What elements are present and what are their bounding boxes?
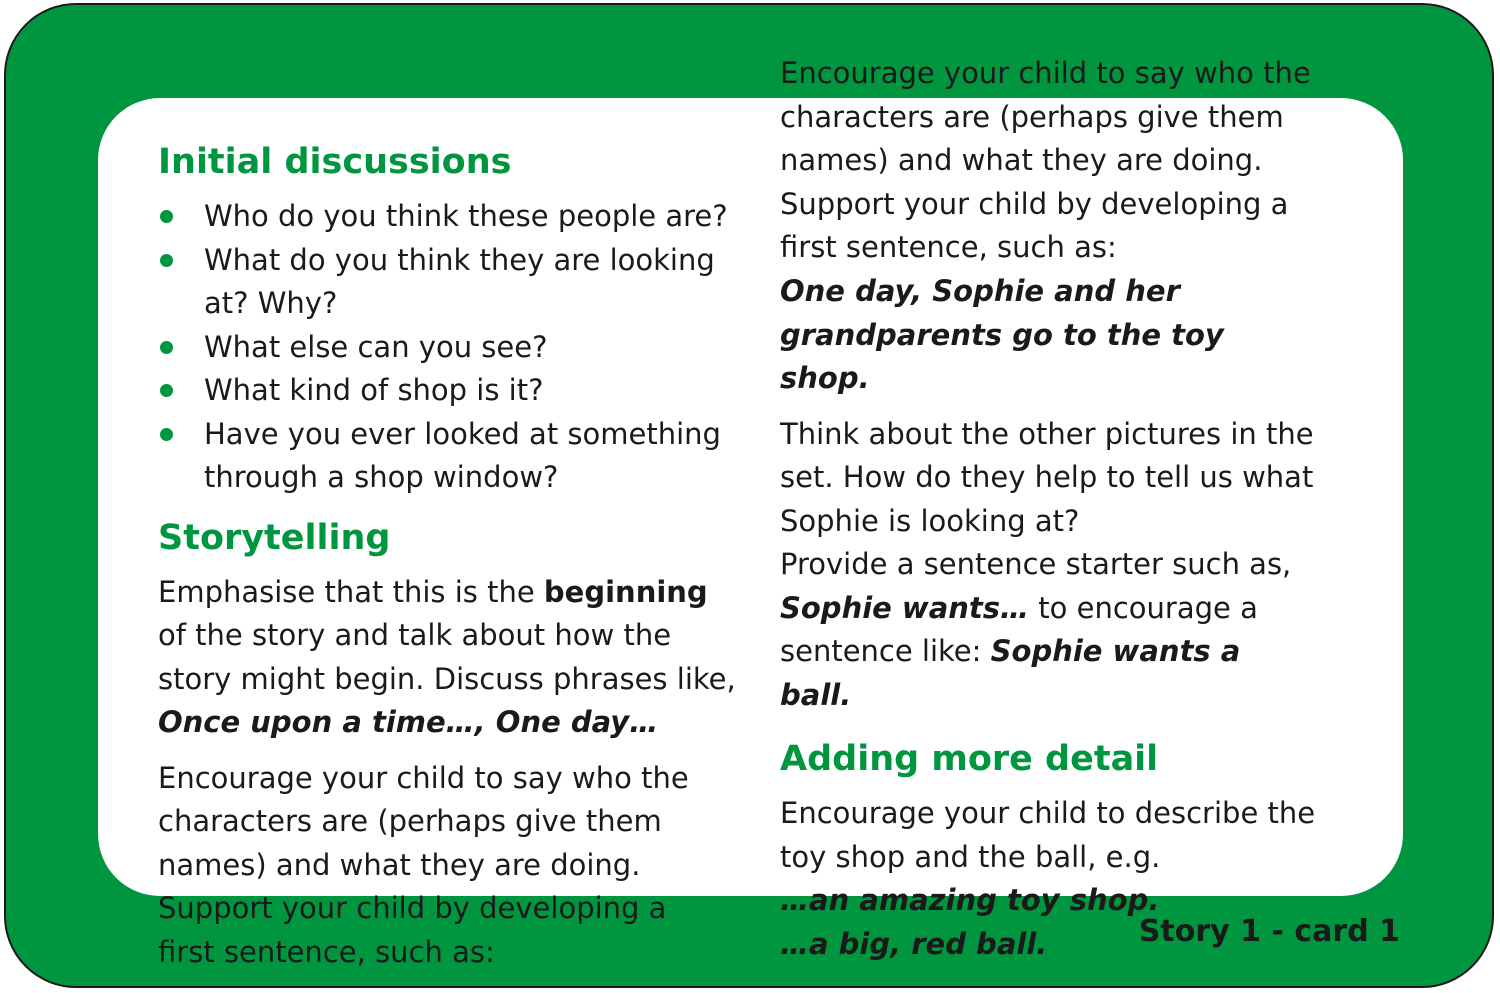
question-item: Who do you think these people are? [158,195,738,239]
left-column [158,138,738,969]
right-column [780,56,1380,966]
pictures-paragraph: Think about the other pictures in the set. How do they help to tell us what Sophie is looking at? [780,416,1314,538]
characters-paragraph-continued: Encourage your child to say who the characters are (perhaps give them names) and what they are doing. Support your child by developing a first sentence, such as: [780,56,1311,264]
sentence-starter-paragraph: Provide a sentence starter such as, Sophie wants… to encourage a sentence like: Sophie wants a ball. [780,547,1292,712]
detail-paragraph: Encourage your child to describe the toy shop and the ball, e.g. [780,796,1316,874]
storytelling-paragraph: Emphasise that this is the beginning of the story and talk about how the story might begin. Discuss phrases like, Once upon a time…, One day… [158,574,736,739]
bullet-dot-icon [160,210,173,223]
card-label: Story 1 - card 1 [1138,914,1400,949]
example-phrases: Once upon a time…, One day… [158,705,659,739]
bullet-dot-icon [160,384,173,397]
question-item: Have you ever looked at something through a shop window? [158,413,738,500]
detail-example-2: …a big, red ball. [780,926,1048,961]
bullet-dot-icon [160,341,173,354]
first-sentence-example: One day, Sophie and her grandparents go to the toy shop. [780,274,1224,395]
bullet-dot-icon [160,428,173,441]
question-item: What do you think they are looking at? Why? [158,239,738,326]
bullet-dot-icon [160,254,173,267]
characters-paragraph: Encourage your child to say who the characters are (perhaps give them names) and what they are doing. Support your child by developing a first sentence, such as: [158,760,689,969]
heading-initial-discussions: Initial discussions [158,142,512,182]
heading-storytelling: Storytelling [158,517,391,558]
discussion-questions [158,195,738,500]
question-item: What else can you see? [158,326,738,370]
detail-example-1: …an amazing toy shop. [780,883,1160,917]
question-item: What kind of shop is it? [158,369,738,413]
heading-adding-more-detail: Adding more detail [780,739,1159,779]
